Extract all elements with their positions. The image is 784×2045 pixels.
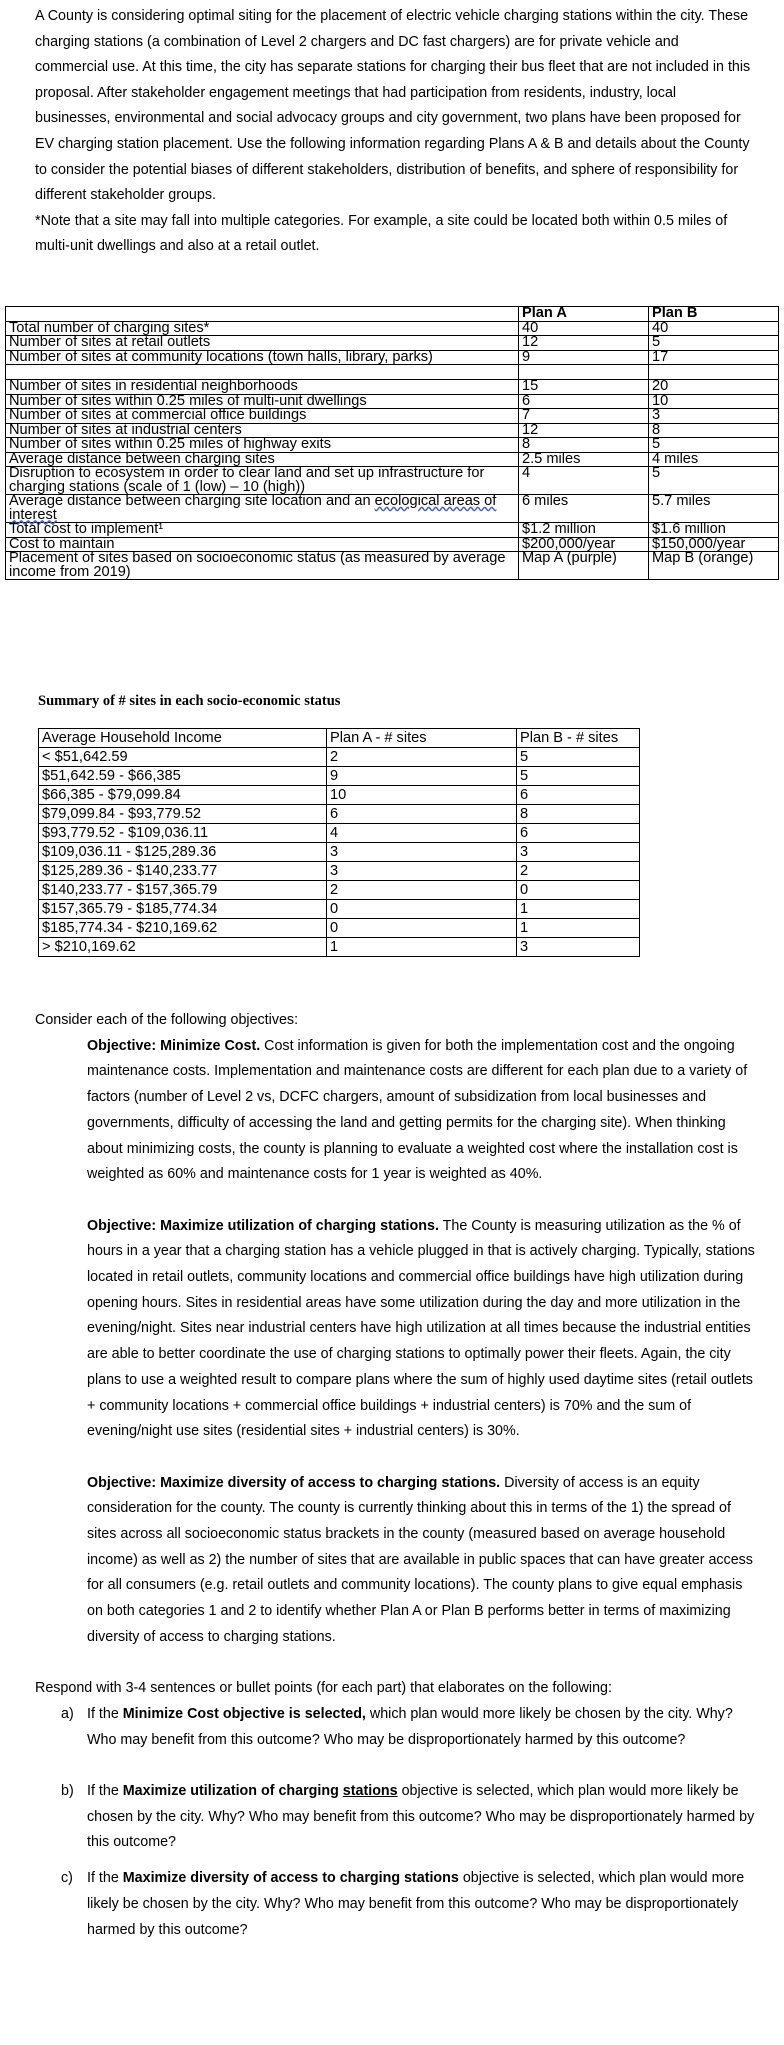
plan-a-value: 8 — [519, 438, 649, 453]
plans-comparison-table — [5, 306, 779, 580]
row-label: Number of sites at community locations (town halls, library, parks) — [6, 350, 519, 365]
intro-note: *Note that a site may fall into multiple categories. For example, a site could be located both within 0.5 miles of multi-unit dwellings and also at a retail outlet. — [35, 212, 728, 255]
plan-a-value: $1.2 million — [519, 523, 649, 538]
plan-a-sites: 6 — [327, 805, 517, 824]
table-row — [39, 767, 640, 786]
table-row — [6, 467, 779, 495]
plan-b-value: 3 — [649, 409, 779, 424]
plan-a-sites: 3 — [327, 862, 517, 881]
plan-a-value: 15 — [519, 380, 649, 395]
table-header-row — [39, 729, 640, 748]
plan-b-sites: 5 — [517, 748, 640, 767]
plan-b-value: 5 — [649, 438, 779, 453]
table-row — [6, 438, 779, 453]
table-row — [39, 843, 640, 862]
plan-b-sites: 8 — [517, 805, 640, 824]
table-row — [6, 495, 779, 523]
spacer — [35, 1188, 755, 1214]
row-label: Number of sites in residential neighborhoods — [6, 380, 519, 395]
income-bracket: < $51,642.59 — [39, 748, 327, 767]
table-row — [39, 862, 640, 881]
table-header-row — [6, 307, 779, 322]
plan-a-sites: 0 — [327, 900, 517, 919]
header-plan-b: Plan B — [649, 307, 779, 322]
question-text: objective is selected, which plan would more likely be chosen by the city. Why? Who may benefit from this outcome? Who may be disproportionately harmed by this outcome? — [87, 1783, 755, 1851]
question-text: objective is selected, which plan would more likely be chosen by the city. Why? Who may benefit from this outcome? Who may be disproportionately harmed by this outcome? — [87, 1870, 745, 1938]
plan-a-value: 2.5 miles — [519, 452, 649, 467]
income-bracket: $140,233.77 - $157,365.79 — [39, 881, 327, 900]
plan-a-sites: 2 — [327, 748, 517, 767]
plan-b-value: 5 — [649, 336, 779, 351]
plan-b-value: 17 — [649, 350, 779, 365]
income-bracket: $93,779.52 - $109,036.11 — [39, 824, 327, 843]
plan-b-sites: 6 — [517, 786, 640, 805]
plan-a-value: 6 miles — [519, 495, 649, 523]
table-row — [39, 786, 640, 805]
plan-a-value: 40 — [519, 321, 649, 336]
plan-a-sites: 4 — [327, 824, 517, 843]
question-bold: Maximize utilization of charging — [122, 1783, 343, 1800]
plan-a-value: 4 — [519, 467, 649, 495]
plan-b-value: 10 — [649, 394, 779, 409]
objectives-intro: Consider each of the following objectives: — [35, 1012, 299, 1028]
plan-a-value: 6 — [519, 394, 649, 409]
plan-b-sites: 6 — [517, 824, 640, 843]
row-label: Number of sites within 0.25 miles of highway exits — [6, 438, 519, 453]
question-bold: Maximize diversity of access to charging stations — [122, 1870, 459, 1887]
question-letter: b) — [61, 1783, 74, 1800]
plan-b-value: Map B (orange) — [649, 552, 779, 580]
plan-b-sites: 3 — [517, 938, 640, 957]
objective-text: Diversity of access is an equity consideration for the county. The county is currently thinking about this in terms of the 1) the spread of sites across all socioeconomic status brackets in the county (measured based on average household income) as well as 2) the number of sites that are available in public spaces that can have greater access for all consumers (e.g. retail outlets and community locations). The county plans to give equal emphasis on both categories 1 and 2 to identify whether Plan A or Plan B performs better in terms of maximizing diversity of access to charging stations. — [87, 1474, 753, 1645]
socioeconomic-summary-table — [38, 728, 640, 957]
plan-b-value: 8 — [649, 423, 779, 438]
table-row — [6, 552, 779, 580]
income-bracket: $109,036.11 - $125,289.36 — [39, 843, 327, 862]
row-label: Number of sites at industrial centers — [6, 423, 519, 438]
summary-title: Summary of # sites in each socio-economic status — [38, 693, 341, 709]
intro-section — [35, 4, 755, 260]
intro-paragraph: A County is considering optimal siting for the placement of electric vehicle charging stations within the city. These charging stations (a combination of Level 2 chargers and DC fast chargers) are for private vehicle and commercial use. At this time, the city has separate stations for charging their bus fleet that are not included in this proposal. After stakeholder engagement meetings that had participation from residents, industry, local businesses, environmental and social advocacy groups and city government, two plans have been proposed for EV charging station placement. Use the following information regarding Plans A & B and details about the County to consider the potential biases of different stakeholders, distribution of benefits, and sphere of responsibility for different stakeholder groups. — [35, 8, 751, 204]
row-label: Cost to maintain — [6, 537, 519, 552]
income-bracket: $51,642.59 - $66,385 — [39, 767, 327, 786]
spacer — [35, 1856, 755, 1866]
objective-minimize-cost — [35, 1034, 755, 1188]
plan-a-value: Map A (purple) — [519, 552, 649, 580]
header-plan-b: Plan B - # sites — [517, 729, 640, 748]
spacer — [35, 1651, 755, 1677]
row-label: Total number of charging sites* — [6, 321, 519, 336]
income-bracket: $125,289.36 - $140,233.77 — [39, 862, 327, 881]
objective-text: The County is measuring utilization as the % of hours in a year that a charging station has a vehicle plugged in that is actively charging. Typically, stations located in retail outlets, community locations and commercial office buildings have high utilization during opening hours. Sites in residential areas have some utilization during the day and more utilization in the evening/night. Sites near industrial centers have high utilization at all times because the industrial entities are able to better coordinate the use of charging stations to optimally power their fleets. Again, the city plans to use a weighted result to compare plans where the sum of highly used daytime sites (retail outlets + community locations + commercial office buildings + industrial centers) is 70% and the sum of evening/night use sites (residential sites + industrial centers) is 30%. — [87, 1217, 755, 1440]
plan-b-value: 40 — [649, 321, 779, 336]
respond-intro: Respond with 3-4 sentences or bullet points (for each part) that elaborates on the following: — [35, 1680, 612, 1697]
income-bracket: $66,385 - $79,099.84 — [39, 786, 327, 805]
table-row — [6, 350, 779, 365]
question-text: If the — [87, 1870, 123, 1887]
question-letter: a) — [61, 1705, 74, 1722]
plan-b-sites: 3 — [517, 843, 640, 862]
header-plan-a: Plan A - # sites — [327, 729, 517, 748]
objective-title: Objective: Maximize utilization of charging stations. — [87, 1217, 439, 1234]
row-label: Number of sites at retail outlets — [6, 336, 519, 351]
header-blank — [6, 307, 519, 322]
row-label: Number of sites at commercial office buildings — [6, 409, 519, 424]
row-label: Placement of sites based on socioeconomic status (as measured by average income from 2019) — [6, 552, 519, 580]
table-row — [39, 881, 640, 900]
spacer — [35, 1753, 755, 1779]
plan-a-sites: 0 — [327, 919, 517, 938]
income-bracket: $157,365.79 - $185,774.34 — [39, 900, 327, 919]
plan-a-sites: 10 — [327, 786, 517, 805]
row-label: Average distance between charging sites — [6, 452, 519, 467]
table-row — [39, 900, 640, 919]
header-plan-a: Plan A — [519, 307, 649, 322]
objective-title: Objective: Maximize diversity of access to charging stations. — [87, 1474, 501, 1491]
plan-b-sites: 0 — [517, 881, 640, 900]
question-bold-underlined: stations — [342, 1783, 398, 1800]
plan-b-value: $150,000/year — [649, 537, 779, 552]
plan-b-value: 4 miles — [649, 452, 779, 467]
plan-b-sites: 2 — [517, 862, 640, 881]
row-label-underlined: ecological areas of interest — [9, 493, 497, 523]
plan-a-value: 12 — [519, 336, 649, 351]
plan-a-sites: 3 — [327, 843, 517, 862]
question-a — [35, 1702, 755, 1753]
table-row — [39, 938, 640, 957]
plan-b-sites: 1 — [517, 919, 640, 938]
row-label: Total cost to implement¹ — [6, 523, 519, 538]
spacer — [35, 1445, 755, 1471]
plan-a-sites: 1 — [327, 938, 517, 957]
header-income: Average Household Income — [39, 729, 327, 748]
plan-b-sites: 1 — [517, 900, 640, 919]
plan-a-value: 9 — [519, 350, 649, 365]
table-row — [6, 523, 779, 538]
table-row — [39, 748, 640, 767]
table-row — [39, 805, 640, 824]
income-bracket: $185,774.34 - $210,169.62 — [39, 919, 327, 938]
income-bracket: $79,099.84 - $93,779.52 — [39, 805, 327, 824]
plan-b-value: 5.7 miles — [649, 495, 779, 523]
question-bold-tail: objective is selected, — [218, 1705, 366, 1722]
question-bold: Minimize Cost — [122, 1705, 219, 1722]
table-row — [6, 336, 779, 351]
question-b — [35, 1779, 755, 1856]
plan-a-value: 7 — [519, 409, 649, 424]
table-row — [39, 824, 640, 843]
objective-title: Objective: Minimize Cost. — [87, 1037, 261, 1054]
plan-a-sites: 9 — [327, 767, 517, 786]
plan-b-value: $1.6 million — [649, 523, 779, 538]
question-text: If the — [87, 1705, 123, 1722]
objective-maximize-utilization — [35, 1214, 755, 1445]
row-label: Disruption to ecosystem in order to clear land and set up infrastructure for charging stations (scale of 1 (low) – 10 (high)) — [6, 467, 519, 495]
question-text: If the — [87, 1783, 123, 1800]
objective-text: Cost information is given for both the implementation cost and the ongoing maintenance costs. Implementation and maintenance costs are different for each plan due to a variety of factors (number of Level 2 vs, DCFC chargers, amount of subsidization from local businesses and governments, difficulty of accessing the land and getting permits for the charging site). When thinking about minimizing costs, the county is planning to evaluate a weighted cost where the installation cost is weighted as 60% and maintenance costs for 1 year is weighted as 40%. — [87, 1037, 748, 1183]
question-c — [35, 1866, 755, 1943]
plan-b-sites: 5 — [517, 767, 640, 786]
question-text: which plan would more likely be chosen by the city. Why? Who may benefit from this outcome? Who may be disproportionately harmed by this outcome? — [87, 1705, 733, 1748]
table-row — [6, 380, 779, 395]
question-list — [35, 1702, 755, 1943]
question-letter: c) — [61, 1870, 73, 1887]
plan-b-value: 20 — [649, 380, 779, 395]
plan-a-sites: 2 — [327, 881, 517, 900]
income-bracket: > $210,169.62 — [39, 938, 327, 957]
table-row — [39, 919, 640, 938]
plan-b-value: 5 — [649, 467, 779, 495]
row-label — [6, 495, 519, 523]
objective-maximize-diversity — [35, 1471, 755, 1651]
plan-a-value: 12 — [519, 423, 649, 438]
row-label: Number of sites within 0.25 miles of multi-unit dwellings — [6, 394, 519, 409]
plan-a-value: $200,000/year — [519, 537, 649, 552]
table-row — [6, 409, 779, 424]
objectives-section — [35, 1008, 755, 1943]
row-label-text: Average distance between charging site location and an — [9, 493, 375, 509]
